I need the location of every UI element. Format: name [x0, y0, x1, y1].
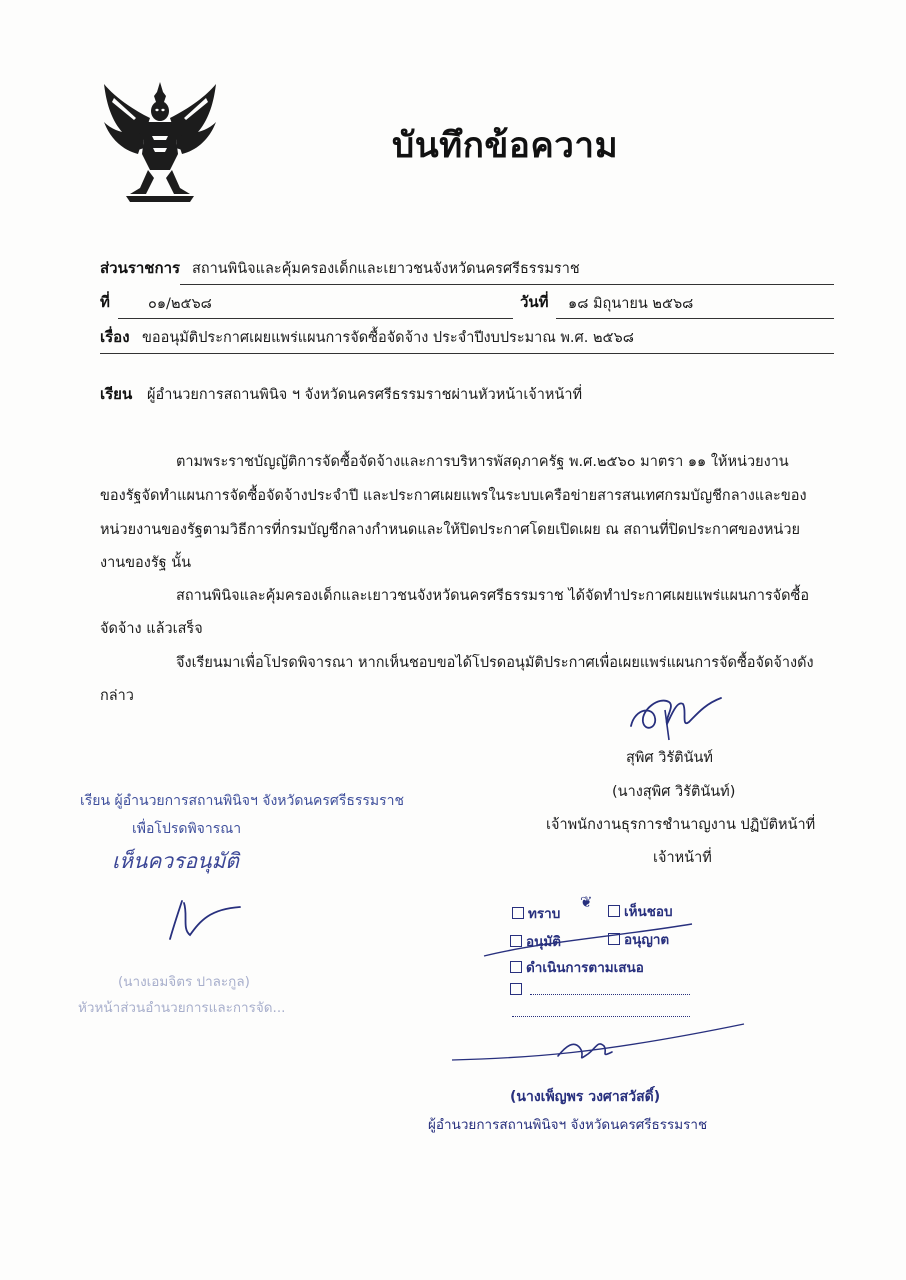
body-p3-line1: จึงเรียนมาเพื่อโปรดพิจารณา หากเห็นชอบขอได้โปรดอนุมัติประกาศเพื่อเผยแพร่แผนการจัดซื้อจัดจ้างดัง — [176, 655, 814, 671]
approve-stroke — [480, 920, 700, 980]
ref-label: ที่ — [100, 293, 110, 311]
agency-value: สถานพินิจและคุ้มครองเด็กและเยาวชนจังหวัดนครศรีธรรมราช — [192, 261, 580, 277]
agency-label: ส่วนราชการ — [100, 259, 181, 277]
checkbox-icon — [608, 905, 620, 917]
date-label: วันที่ — [520, 293, 549, 311]
stamp-dotted-line-1 — [530, 994, 690, 995]
ref-rule — [118, 318, 513, 319]
signer-position-line2: เจ้าหน้าที่ — [653, 850, 712, 866]
checkbox-icon — [512, 907, 524, 919]
left-note-signature — [160, 895, 260, 945]
subject-rule — [100, 353, 834, 354]
signer-position-line1: เจ้าพนักงานธุรการชำนาญงาน ปฏิบัติหน้าที่ — [546, 817, 816, 833]
left-note-position: หัวหน้าส่วนอำนวยการและการจัด... — [78, 1000, 286, 1016]
left-note-name: (นางเอมจิตร ปาละกูล) — [118, 974, 250, 990]
body-p2-line1: สถานพินิจและคุ้มครองเด็กและเยาวชนจังหวัดนครศรีธรรมราช ได้จัดทำประกาศเผยแพร่แผนการจัดซื้อ — [176, 588, 810, 604]
stamp-dotted-line-2 — [512, 1016, 690, 1017]
garuda-emblem-icon — [100, 78, 220, 206]
stamp-option-approve: อนุมัติ — [510, 930, 561, 952]
checkbox-icon — [510, 983, 522, 995]
subject-value: ขออนุมัติประกาศเผยแพร่แผนการจัดซื้อจัดจ้าง ประจำปีงบประมาณ พ.ศ. ๒๕๖๘ — [142, 330, 634, 346]
signer-name: สุพิศ วิรัตินันท์ — [626, 750, 713, 766]
left-note-line1: เรียน ผู้อำนวยการสถานพินิจฯ จังหวัดนครศรีธรรมราช — [80, 793, 405, 809]
director-signature — [448, 1018, 748, 1068]
signer-full-name: (นางสุพิศ วิรัตินันท์) — [612, 784, 736, 800]
stamp-option-acknowledge: ทราบ — [512, 902, 560, 924]
body-p1-line3: หน่วยงานของรัฐตามวิธีการที่กรมบัญชีกลางกำหนดและให้ปิดประกาศโดยเปิดเผย ณ สถานที่ปิดประกาศของหน่วย — [100, 522, 800, 538]
body-p2-line2: จัดจ้าง แล้วเสร็จ — [100, 621, 203, 637]
to-label: เรียน — [100, 385, 133, 403]
memo-title: บันทึกข้อความ — [392, 126, 619, 166]
left-note-handwritten: เห็นควรอนุมัติ — [112, 849, 239, 873]
stamp-mark-icon: ❦ — [580, 893, 593, 911]
body-p1-line4: งานของรัฐ นั้น — [100, 555, 192, 571]
body-p1-line1: ตามพระราชบัญญัติการจัดซื้อจัดจ้างและการบริหารพัสดุภาครัฐ พ.ศ.๒๕๖๐ มาตรา ๑๑ ให้หน่วยงาน — [176, 454, 789, 470]
director-position: ผู้อำนวยการสถานพินิจฯ จังหวัดนครศรีธรรมราช — [428, 1117, 708, 1133]
stamp-option-blank — [510, 982, 526, 998]
date-value: ๑๘ มิถุนายน ๒๕๖๘ — [568, 296, 694, 312]
body-p3-line2: กล่าว — [100, 688, 134, 704]
stamp-option-agree: เห็นชอบ — [608, 900, 673, 922]
ref-value: ๐๑/๒๕๖๘ — [148, 296, 212, 312]
signer-signature — [625, 688, 735, 743]
director-name: (นางเพ็ญพร วงศาสวัสดิ์) — [510, 1089, 661, 1105]
to-value: ผู้อำนวยการสถานพินิจ ฯ จังหวัดนครศรีธรรมราชผ่านหัวหน้าเจ้าหน้าที่ — [147, 387, 583, 403]
stamp-option-permit: อนุญาต — [608, 928, 669, 950]
stamp-option-proceed: ดำเนินการตามเสนอ — [510, 956, 644, 978]
subject-label: เรื่อง — [100, 328, 130, 346]
agency-rule — [180, 284, 834, 285]
date-rule — [556, 318, 834, 319]
body-p1-line2: ของรัฐจัดทำแผนการจัดซื้อจัดจ้างประจำปี และประกาศเผยแพรในระบบเครือข่ายสารสนเทศกรมบัญชีกลางและของ — [100, 488, 807, 504]
left-note-line2: เพื่อโปรดพิจารณา — [132, 821, 242, 837]
